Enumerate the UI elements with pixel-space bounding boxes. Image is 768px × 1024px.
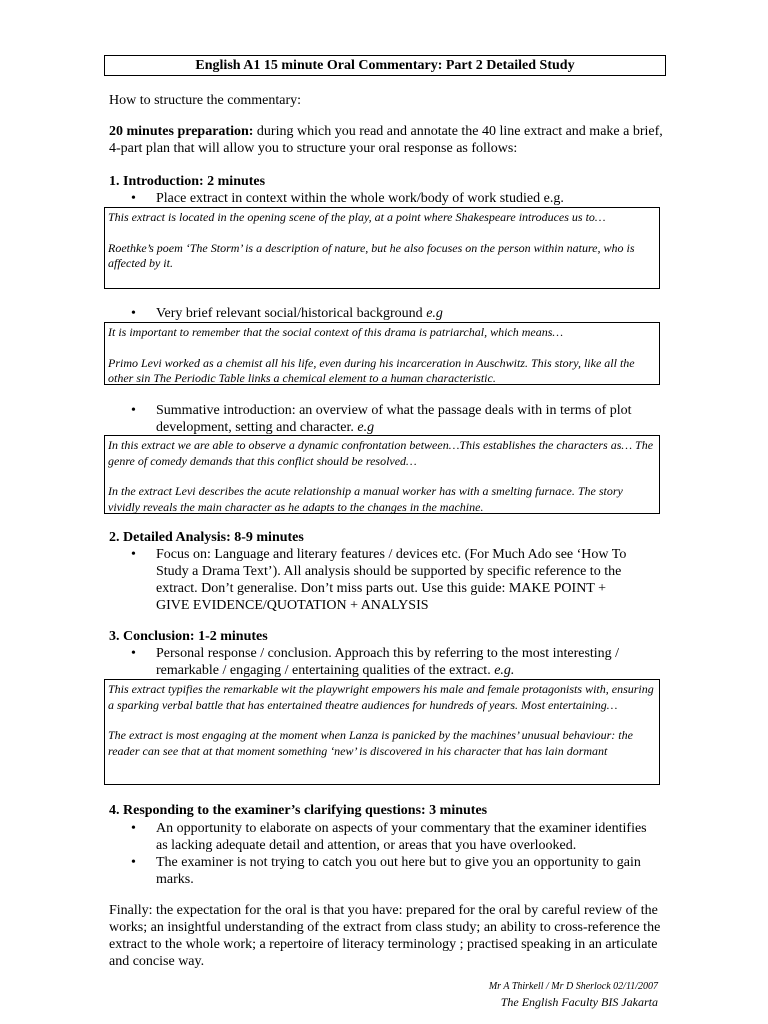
example-box-background [104,322,660,385]
section1-bullet-context [131,190,651,207]
bullet-text: The examiner is not trying to catch you out here but to give you an opportunity to gain marks. [156,855,641,887]
eg-label: e.g. [494,663,515,678]
bullet-icon: • [131,547,136,562]
bullet-icon: • [131,191,136,206]
section2-heading: 2. Detailed Analysis: 8-9 minutes [109,530,304,545]
example-text: In this extract we are able to observe a dynamic confrontation between…This establishes the characters as… The genre of comedy demands that this conflict should be resolved… [108,438,654,468]
preparation-label: 20 minutes preparation: [109,124,254,139]
section1-bullet-summative [131,402,651,436]
section1-bullet-background [131,305,651,322]
bullet-icon: • [131,821,136,836]
example-text: This extract typifies the remarkable wit the playwright empowers his male and female protagonists with, ensuring a sparking verbal battle that has entertained theatre audiences for hundreds of years. Most entertaining… [108,682,654,712]
section3-bullet-response [131,645,651,679]
example-text: In the extract Levi describes the acute relationship a manual worker has with a smelting furnace. The story vividly reveals the main character as he adapts to the changes in the machine. [108,484,623,514]
example-text: Primo Levi worked as a chemist all his life, even during his incarceration in Auschwitz. This story, like all the other sin The Periodic Table links a chemical element to a human characteristic. [108,355,635,386]
preparation-text: during which you read and annotate the 40 line extract and make a brief, 4-part plan that will allow you to structure your oral response as follows: [109,124,663,156]
bullet-icon: • [131,403,136,418]
bullet-text: Place extract in context within the whole work/body of work studied e.g. [156,191,564,206]
section1-heading: 1. Introduction: 2 minutes [109,174,266,189]
section4-bullet-examiner [131,854,651,888]
example-box-summative [104,435,660,514]
footer-authors: Mr A Thirkell / Mr D Sherlock 02/11/2007 [488,981,658,992]
eg-label: e.g [426,306,443,321]
document-title: English A1 15 minute Oral Commentary: Part 2 Detailed Study [104,55,666,76]
example-box-conclusion [104,679,660,785]
bullet-text: Summative introduction: an overview of what the passage deals with in terms of plot development, setting and character. [156,403,632,435]
section4-heading: 4. Responding to the examiner’s clarifying questions: 3 minutes [109,803,488,818]
section4-bullet-elaborate [131,820,651,854]
bullet-text: Focus on: Language and literary features / devices etc. (For Much Ado see ‘How To Study a Drama Text’). All analysis should be supported by specific reference to the extract. Don’t generalise. Don’t miss parts out. Use this guide: MAKE POINT + GIVE EVIDENCE/QUOTATION + ANALYSIS [156,547,627,613]
preparation-paragraph [109,123,665,157]
bullet-icon: • [131,855,136,870]
footer-faculty: The English Faculty BIS Jakarta [500,995,658,1009]
section2-bullet-focus [131,546,641,614]
eg-label: e.g [357,420,375,435]
bullet-icon: • [131,646,136,661]
example-text: Roethke’s poem ‘The Storm’ is a description of nature, but he also focuses on the person within nature, who is affected by it. [108,240,635,271]
bullet-text: Very brief relevant social/historical background [156,306,423,321]
example-box-context [104,207,660,289]
example-text: This extract is located in the opening scene of the play, at a point where Shakespeare introduces us to… [108,210,606,224]
section3-heading: 3. Conclusion: 1-2 minutes [109,629,268,644]
example-text: It is important to remember that the social context of this drama is patriarchal, which means… [108,325,564,339]
finally-paragraph: Finally: the expectation for the oral is that you have: prepared for the oral by careful review of the works; an insightful understanding of the extract from class study; an ability to cross-reference the extract to the whole work; a repertoire of literacy terminology ; practised speaking in an articulate and concise way. [109,903,661,969]
bullet-text: Personal response / conclusion. Approach this by referring to the most interesting / remarkable / engaging / entertaining qualities of the extract. [156,646,620,678]
bullet-icon: • [131,306,136,321]
example-text: The extract is most engaging at the moment when Lanza is panicked by the machines’ unusual behaviour: the reader can see that at that moment something ‘new’ is discovered in his character that has lain dormant [108,728,633,758]
bullet-text: An opportunity to elaborate on aspects of your commentary that the examiner identifies as lacking adequate detail and attention, or areas that you have overlooked. [156,821,647,853]
intro-text: How to structure the commentary: [109,93,302,108]
